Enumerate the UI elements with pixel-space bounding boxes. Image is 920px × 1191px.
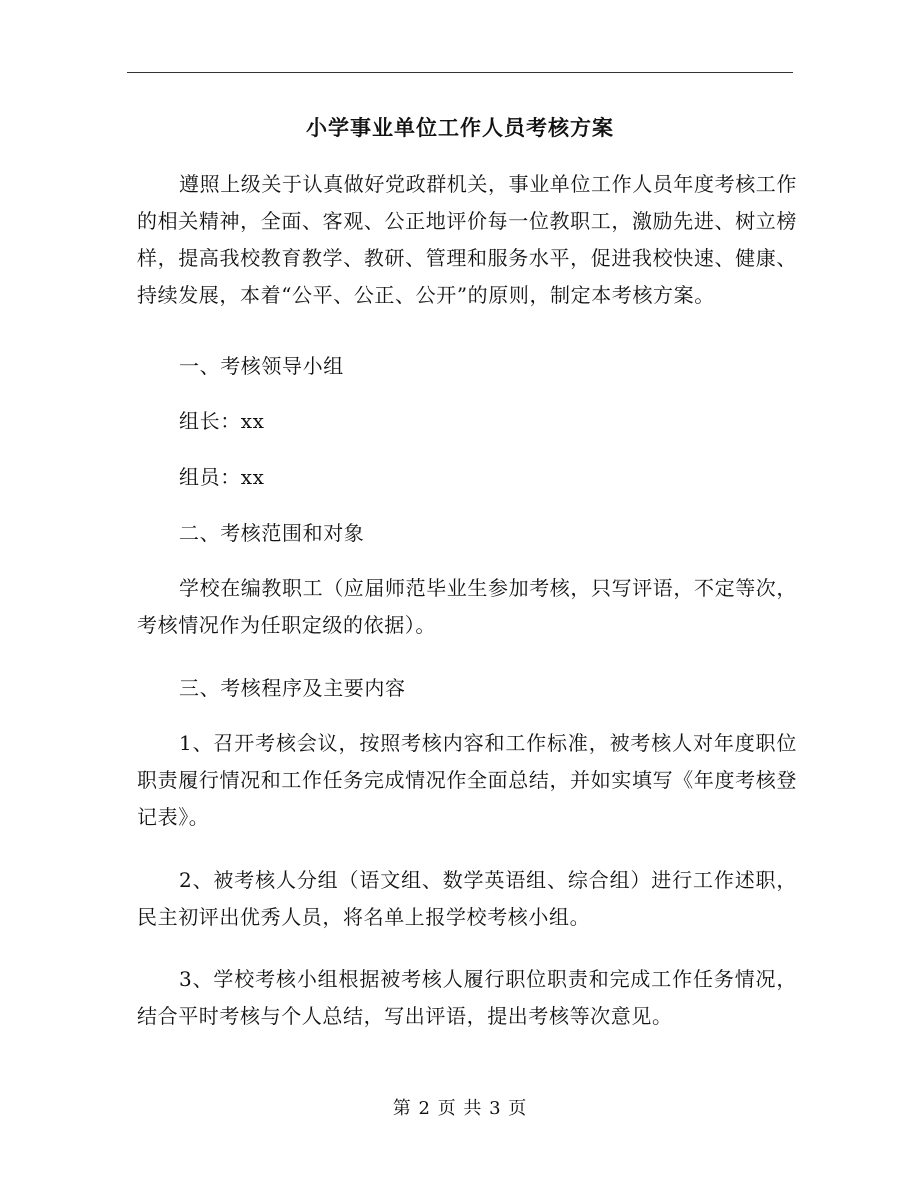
procedure-step-3: 3、学校考核小组根据被考核人履行职位职责和完成工作任务情况，结合平时考核与个人总结，写出评语，提出考核等次意见。 bbox=[137, 967, 797, 1028]
section-heading-leadership: 一、考核领导小组 bbox=[179, 354, 344, 378]
leader-line: 组长：xx bbox=[179, 409, 265, 433]
intro-paragraph: 遵照上级关于认真做好党政群机关，事业单位工作人员年度考核工作的相关精神，全面、客观、公正地评价每一位教职工，激励先进、树立榜样，提高我校教育教学、教研、管理和服务水平，促进我校快速、健康、持续发展，本着“公平、公正、公开”的原则，制定本考核方案。 bbox=[137, 172, 797, 307]
scope-paragraph: 学校在编教职工（应届师范毕业生参加考核，只写评语，不定等次，考核情况作为任职定级的依据）。 bbox=[137, 576, 797, 637]
procedure-step-1: 1、召开考核会议，按照考核内容和工作标准，被考核人对年度职位职责履行情况和工作任务完成情况作全面总结，并如实填写《年度考核登记表》。 bbox=[137, 731, 797, 829]
section-heading-procedure: 三、考核程序及主要内容 bbox=[179, 676, 406, 700]
page-footer: 第 2 页 共 3 页 bbox=[392, 1098, 528, 1119]
section-heading-scope: 二、考核范围和对象 bbox=[179, 521, 365, 545]
page-title: 小学事业单位工作人员考核方案 bbox=[306, 115, 614, 140]
header-rule bbox=[127, 72, 793, 73]
procedure-step-2: 2、被考核人分组（语文组、数学英语组、综合组）进行工作述职，民主初评出优秀人员，将名单上报学校考核小组。 bbox=[137, 868, 797, 929]
members-line: 组员：xx bbox=[179, 465, 265, 489]
